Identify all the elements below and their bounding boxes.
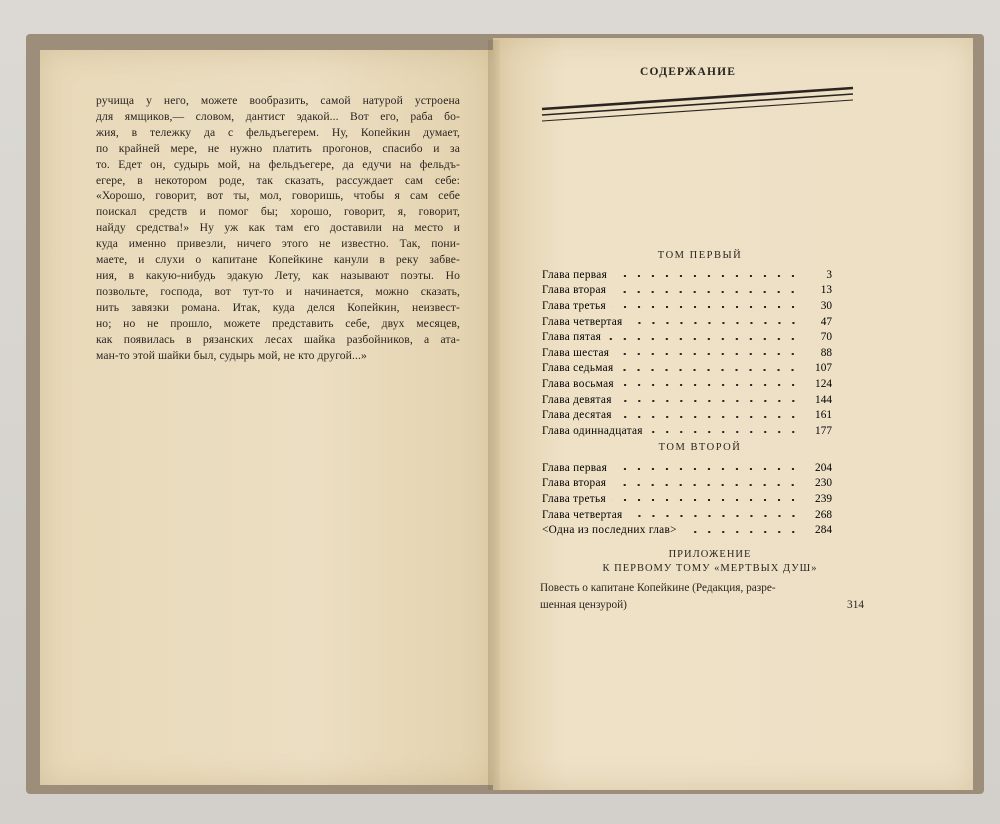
leader-dots	[683, 531, 800, 533]
volume2-toc	[542, 460, 832, 538]
appendix-entry-page: 314	[847, 598, 864, 611]
toc-entry-page: 230	[815, 477, 832, 490]
toc-entry[interactable]	[542, 460, 832, 476]
text-line: то. Едет он, судырь мой, на фельдъегере, да едучи на фельдъ-	[96, 157, 460, 171]
toc-entry-page: 47	[820, 315, 832, 328]
volume1-heading: ТОМ ПЕРВЫЙ	[657, 250, 743, 261]
toc-entry[interactable]	[542, 267, 832, 283]
toc-entry-label: Глава четвертая	[542, 508, 623, 521]
toc-entry-label: Глава седьмая	[542, 362, 614, 375]
leader-dots	[612, 484, 800, 486]
text-line: нить завязки романа. Итак, куда делся Копейкин, неизвест-	[96, 300, 460, 314]
text-line: по крайней мере, не нужно платить прогонов, спасибо и за	[96, 141, 460, 155]
text-line: ния, в какую-нибудь эдакую Лету, как называют поэты. Но	[96, 268, 460, 282]
toc-entry[interactable]	[542, 298, 832, 314]
text-line: но; но не прошло, можете представить себе, двух месяцев,	[96, 316, 460, 330]
toc-entry-label: Глава восьмая	[542, 377, 614, 390]
toc-entry[interactable]	[542, 314, 832, 330]
leader-dots	[629, 322, 800, 324]
toc-entry[interactable]	[542, 407, 832, 423]
toc-entry[interactable]	[542, 376, 832, 392]
text-line: поискал средств и помог бы; хорошо, говорит, я, говорит,	[96, 205, 460, 219]
toc-entry[interactable]	[542, 522, 832, 538]
toc-entry-page: 13	[820, 284, 832, 297]
toc-entry-label: Глава пятая	[542, 331, 602, 344]
toc-entry-page: 124	[815, 377, 832, 390]
appendix-entry-line2: шенная цензурой)	[540, 598, 627, 611]
appendix-heading-line2: К ПЕРВОМУ ТОМУ «МЕРТВЫХ ДУШ»	[602, 563, 818, 574]
toc-entry-page: 30	[820, 299, 832, 312]
toc-entry-label: Глава вторая	[542, 477, 607, 490]
leader-dots	[612, 306, 800, 308]
toc-entry-page: 144	[815, 393, 832, 406]
contents-title: СОДЕРЖАНИЕ	[640, 66, 737, 78]
text-line: ручища у него, можете вообразить, самой натурой устроена	[96, 94, 460, 107]
appendix-heading	[560, 548, 860, 576]
appendix-entry-line1: Повесть о капитане Копейкине (Редакция, разре-	[540, 582, 776, 594]
toc-entry-page: 204	[815, 461, 832, 474]
text-line: куда именно привезли, ничего этого не известно. Так, пони-	[96, 237, 460, 251]
leader-dots	[618, 400, 800, 402]
toc-entry-page: 177	[815, 424, 832, 437]
left-page-text	[96, 93, 460, 363]
toc-entry[interactable]	[542, 361, 832, 377]
volume1-toc	[542, 267, 832, 439]
toc-entry-page: 284	[815, 524, 832, 537]
toc-entry-page: 239	[815, 492, 832, 505]
leader-dots	[618, 416, 800, 418]
decorative-rules	[540, 85, 855, 125]
leader-dots	[607, 338, 800, 340]
toc-entry[interactable]	[542, 329, 832, 345]
text-line: «Хорошо, говорит, вот ты, мол, говоришь, чтобы я сам себе	[96, 189, 460, 203]
toc-entry-label: <Одна из последних глав>	[542, 524, 677, 537]
toc-entry-label: Глава шестая	[542, 346, 610, 359]
book-gutter	[488, 40, 500, 790]
toc-entry-label: Глава одиннадцатая	[542, 424, 643, 437]
leader-dots	[629, 515, 800, 517]
toc-entry[interactable]	[542, 476, 832, 492]
leader-dots	[612, 291, 800, 293]
toc-entry[interactable]	[542, 491, 832, 507]
toc-entry-label: Глава третья	[542, 492, 606, 505]
toc-entry-page: 70	[820, 331, 832, 344]
text-line: как появилась в рязанских лесах шайка разбойников, а ата-	[96, 332, 460, 346]
toc-entry[interactable]	[542, 392, 832, 408]
appendix-entry[interactable]	[540, 580, 864, 613]
volume2-heading: ТОМ ВТОРОЙ	[658, 442, 742, 453]
toc-entry-page: 107	[815, 362, 832, 375]
text-line: ман-то этой шайки был, судырь мой, не кто другой...»	[96, 348, 367, 362]
text-line: жия, в тележку да с фельдъегерем. Ну, Копейкин думает,	[96, 125, 460, 139]
leader-dots	[615, 353, 800, 355]
leader-dots	[612, 499, 800, 501]
leader-dots	[613, 468, 800, 470]
toc-entry-label: Глава девятая	[542, 393, 612, 406]
toc-entry[interactable]	[542, 507, 832, 523]
leader-dots	[613, 275, 800, 277]
toc-entry-label: Глава десятая	[542, 409, 612, 422]
toc-entry-label: Глава четвертая	[542, 315, 623, 328]
toc-entry[interactable]	[542, 345, 832, 361]
toc-entry[interactable]	[542, 423, 832, 439]
appendix-heading-line1: ПРИЛОЖЕНИЕ	[668, 549, 752, 560]
toc-entry-label: Глава третья	[542, 299, 606, 312]
toc-entry-page: 3	[826, 268, 832, 281]
toc-entry-label: Глава вторая	[542, 284, 607, 297]
text-line: егере, в некотором роде, так сказать, рассуждает сам себе:	[96, 173, 460, 187]
text-line: найду средства!» Ну уж как там его доставили на место и	[96, 221, 460, 235]
text-line: для ямщиков,— словом, дантист эдакой... Вот его, раба бо-	[96, 109, 460, 123]
toc-entry-page: 88	[820, 346, 832, 359]
leader-dots	[619, 369, 800, 371]
text-line: позвольте, господа, вот тут-то и начинается, можно сказать,	[96, 284, 460, 298]
toc-entry-page: 268	[815, 508, 832, 521]
text-line: маете, и слухи о капитане Копейкине канули в реку забве-	[96, 253, 460, 267]
leader-dots	[649, 431, 800, 433]
toc-entry-label: Глава первая	[542, 461, 608, 474]
toc-entry-page: 161	[815, 409, 832, 422]
toc-entry-label: Глава первая	[542, 268, 608, 281]
leader-dots	[620, 384, 800, 386]
toc-entry[interactable]	[542, 283, 832, 299]
